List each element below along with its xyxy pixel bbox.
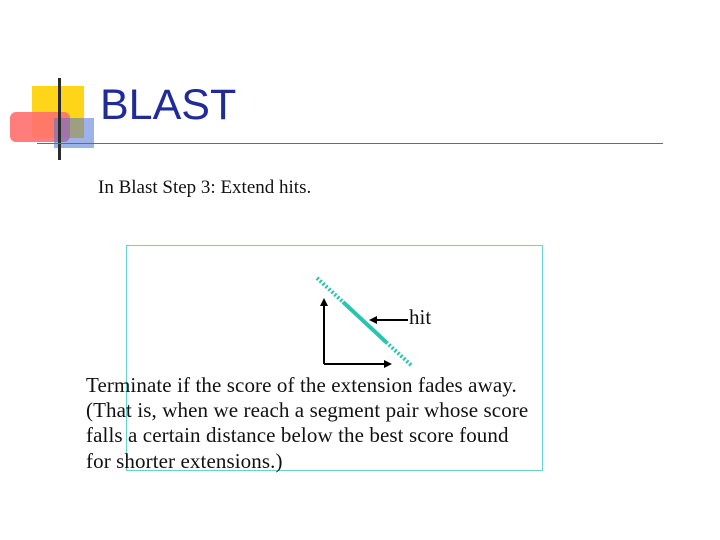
body-text: Terminate if the score of the extension fades away. (That is, when we reach a segment pair whose score falls a certain distance below the best score found for shorter extensions.) bbox=[86, 373, 529, 473]
extension-dotted-upper bbox=[317, 278, 343, 302]
slide-subtitle: In Blast Step 3: Extend hits. bbox=[98, 177, 312, 198]
hit-label: hit bbox=[409, 305, 432, 329]
slide-title: BLAST bbox=[100, 81, 237, 129]
hit-segment bbox=[343, 302, 386, 342]
extension-dotted-lower bbox=[386, 342, 412, 366]
